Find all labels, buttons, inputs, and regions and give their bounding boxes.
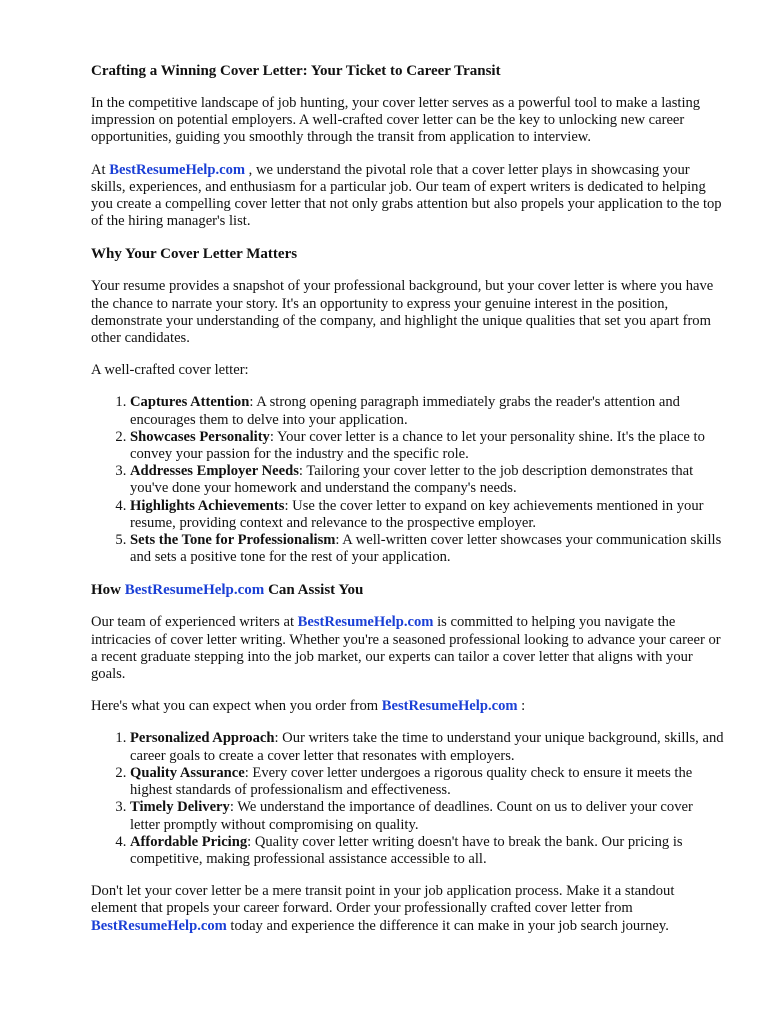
site-link[interactable]: BestResumeHelp.com: [124, 582, 265, 599]
team-paragraph: Our team of experienced writers at BestResumeHelp.com is committed to helping you navigate the intricacies of cover letter writing. Whether you're a seasoned professional looking to advance your career or a recent graduate stepping into the job market, our experts can tailor a cover letter that aligns with your goals.: [91, 614, 721, 683]
why-paragraph: Your resume provides a snapshot of your professional background, but your cover letter is where you have the chance to narrate your story. It's an opportunity to express your genuine interest in the position, demonstrate your understanding of the company, and highlight the unique qualities that set you apart from other candidates.: [91, 278, 714, 347]
list-item: 5. Sets the Tone for Professionalism: A well-written cover letter showcases your communication skills and sets a positive tone for the rest of your application.: [130, 532, 724, 566]
list-item: 4. Highlights Achievements: Use the cover letter to expand on key achievements mentioned in your resume, providing context and relevance to the prospective employer.: [130, 498, 724, 532]
intro-paragraph: In the competitive landscape of job hunting, your cover letter serves as a powerful tool to make a lasting impression on potential employers. A well-crafted cover letter can be the key to unlocking new career opportunities, guiding you smoothly through the transit from application to interview.: [91, 95, 701, 146]
expect-paragraph: Here's what you can expect when you order from BestResumeHelp.com :: [91, 698, 526, 715]
list-item: 2. Showcases Personality: Your cover letter is a chance to let your personality shine. It's the place to convey your passion for the industry and the specific role.: [130, 429, 724, 463]
list1-intro: A well-crafted cover letter:: [91, 362, 249, 379]
list-item: 3. Addresses Employer Needs: Tailoring your cover letter to the job description demonstrates that you've done your homework and understand the company's needs.: [130, 463, 724, 497]
list-item: 2. Quality Assurance: Every cover letter undergoes a rigorous quality check to ensure it meets the highest standards of professionalism and effectiveness.: [130, 765, 724, 799]
about-paragraph: At BestResumeHelp.com , we understand the pivotal role that a cover letter plays in showcasing your skills, experiences, and enthusiasm for a particular job. Our team of expert writers is dedicated to helping you create a compelling cover letter that not only grabs attention but also propels your application to the top of the hiring manager's list.: [91, 161, 722, 230]
list-item: 1. Captures Attention: A strong opening paragraph immediately grabs the reader's attention and encourages them to delve into your application.: [130, 394, 724, 428]
list-item: 3. Timely Delivery: We understand the importance of deadlines. Count on us to deliver your cover letter promptly without compromising on quality.: [130, 799, 724, 833]
list-item: 4. Affordable Pricing: Quality cover letter writing doesn't have to break the bank. Our pricing is competitive, making professional assistance accessible to all.: [130, 834, 724, 868]
benefits-list: [91, 394, 724, 566]
closing-paragraph: Don't let your cover letter be a mere transit point in your job application process. Make it a standout element that propels your career forward. Order your professionally crafted cover letter from BestResumeHelp.com today and experience the difference it can make in your job search journey.: [91, 883, 675, 934]
services-list: [91, 730, 724, 868]
site-link[interactable]: BestResumeHelp.com: [381, 698, 518, 715]
site-link[interactable]: BestResumeHelp.com: [91, 917, 227, 934]
why-heading: Why Your Cover Letter Matters: [91, 246, 298, 263]
site-link[interactable]: BestResumeHelp.com: [109, 161, 246, 178]
how-heading: How BestResumeHelp.com Can Assist You: [91, 582, 364, 599]
list-item: 1. Personalized Approach: Our writers take the time to understand your unique background, skills, and career goals to create a cover letter that resonates with employers.: [130, 730, 724, 764]
site-link[interactable]: BestResumeHelp.com: [297, 614, 434, 631]
document-title: Crafting a Winning Cover Letter: Your Ticket to Career Transit: [91, 63, 501, 79]
